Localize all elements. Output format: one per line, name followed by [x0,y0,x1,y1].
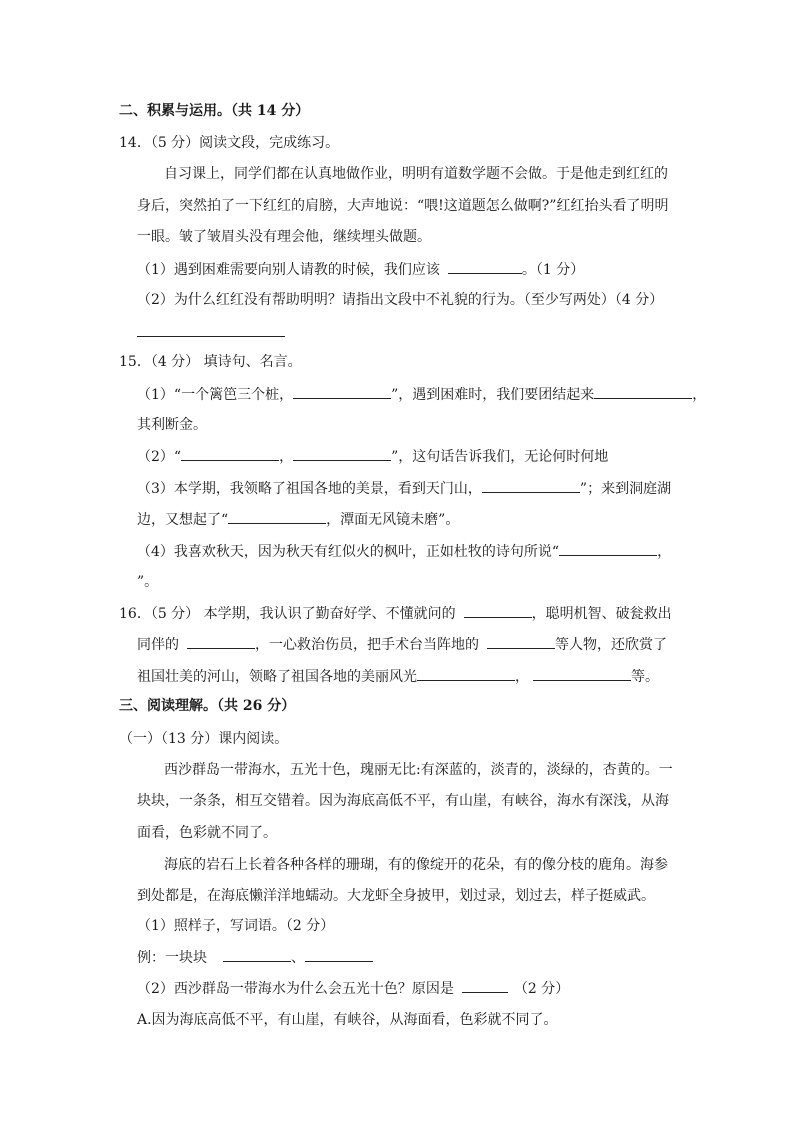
q14-sub-2-answer [137,322,285,343]
reading-passage-line-3: 面看，色彩就不同了。 [137,825,277,841]
q16-line-3 [137,666,659,687]
answer-blank[interactable] [228,509,326,524]
q15-sub-1-end: 其利断金。 [137,417,207,433]
reading-sub-1-example [137,947,373,968]
q16-text-2b: ，一心救治伤员，把手术台当阵地的 [255,637,479,653]
reading-passage-line-4: 海底的岩石上长着各种各样的珊瑚，有的像绽开的花朵，有的像分枝的鹿角。海参 [164,857,668,873]
q16-line-2 [137,634,667,655]
q14-sub-2: （2）为什么红红没有帮助明明？请指出文段中不礼貌的行为。（至少写两处）（4 分） [137,292,664,308]
answer-blank[interactable] [448,259,522,274]
answer-blank[interactable] [293,446,391,461]
q16-text-2a: 同伴的 [137,637,179,653]
q14-sub-1-text: （1）遇到困难需要向别人请教的时候，我们应该 [137,262,440,278]
q15-sub-1-text-b: ”，遇到困难时，我们要团结起来 [391,387,595,403]
q14-passage-line-3: 一眼。皱了皱眉头没有理会他，继续埋头做题。 [137,229,431,245]
q16-text-3c: 等。 [631,669,659,685]
reading-sub-1: （1）照样子，写词语。（2 分） [137,918,335,934]
q15-stem: 15．（4 分） 填诗句、名言。 [119,354,302,370]
q16-text-1b: ，聪明机智、破瓮救出 [531,606,672,622]
q14-sub-1-score: 。（1 分） [521,262,585,278]
q16-text-2c: 等人物，还欣赏了 [555,637,667,653]
q16-line-1 [119,603,672,624]
q14-stem: 14．（5 分）阅读文段，完成练习。 [119,135,340,151]
reading-passage-line-5: 到处都是，在海底懒洋洋地蠕动。大龙虾全身披甲，划过录，划过去，样子挺威武。 [137,888,655,904]
answer-blank[interactable] [223,947,291,962]
q15-sub-4-text-b: ， [657,544,672,560]
q16-text-3a: 祖国壮美的河山，领略了祖国各地的美丽风光 [137,669,417,685]
answer-blank[interactable] [305,947,373,962]
q15-sub-1-text-c: ， [692,387,707,403]
answer-blank[interactable] [462,978,508,993]
answer-blank[interactable] [533,666,631,681]
answer-blank[interactable] [464,603,532,618]
answer-blank[interactable] [293,384,391,399]
answer-blank[interactable] [487,634,555,649]
answer-blank[interactable] [594,384,692,399]
q15-sub-3-cont [137,509,459,530]
section-3-title: 三、阅读理解。（共 26 分） [119,698,296,714]
q16-text-3b: ， [515,669,529,685]
answer-blank[interactable] [417,666,515,681]
reading-passage-line-2: 块块，一条条，相互交错着。因为海底高低不平，有山崖，有峡谷，海水有深浅，从海 [137,793,669,809]
reading-sub-2-score: （2 分） [513,981,570,997]
answer-blank[interactable] [181,446,279,461]
q15-sub-3-text-d: ，潭面无风镜未磨”。 [326,512,460,528]
answer-blank[interactable] [482,478,580,493]
q16-text-1a: 16．（5 分） 本学期，我认识了勤奋好学、不懂就问的 [119,606,456,622]
answer-blank[interactable] [559,541,657,556]
answer-blank[interactable] [187,634,255,649]
q15-sub-1-text-a: （1）“一个篱笆三个桩， [137,387,294,403]
q15-sub-3-text-b: ”；来到洞庭湖 [579,481,672,497]
q14-passage-line-2: 身后，突然拍了一下红红的肩膀，大声地说：“喂!这道题怎么做啊?”红红抬头看了明明 [137,198,669,214]
q15-sub-2-text-a: （2）“ [137,449,182,465]
example-separator: 、 [291,950,305,966]
q15-sub-2-text-c: ”，这句话告诉我们，无论何时何地 [391,449,609,465]
reading-sub-2-text: （2）西沙群岛一带海水为什么会五光十色？原因是 [137,981,454,997]
reading-part-1-title: （一）（13 分）课内阅读。 [119,731,289,747]
reading-passage-line-1: 西沙群岛一带海水，五光十色，瑰丽无比:有深蓝的，淡青的，淡绿的，杏黄的。一 [164,762,673,778]
q14-sub-1 [137,259,584,280]
q15-sub-2-text-b: ， [279,449,294,465]
reading-sub-2 [137,978,569,999]
q15-sub-3 [137,478,671,499]
q15-sub-4 [137,541,671,562]
reading-option-a[interactable]: A.因为海底高低不平，有山崖，有峡谷，从海面看，色彩就不同了。 [137,1012,558,1028]
answer-blank[interactable] [137,322,285,337]
q15-sub-2 [137,446,608,467]
q15-sub-3-text-c: 边，又想起了“ [137,512,229,528]
q15-sub-3-text-a: （3）本学期，我领略了祖国各地的美景，看到天门山， [137,481,482,497]
q15-sub-4-end: ”。 [137,574,159,590]
q14-passage-line-1: 自习课上，同学们都在认真地做作业，明明有道数学题不会做。于是他走到红红的 [164,166,668,182]
q15-sub-1 [137,384,706,405]
section-2-title: 二、积累与运用。（共 14 分） [119,103,310,119]
example-text: 例：一块块 [137,950,207,966]
q15-sub-4-text-a: （4）我喜欢秋天，因为秋天有红似火的枫叶，正如杜牧的诗句所说“ [137,544,560,560]
